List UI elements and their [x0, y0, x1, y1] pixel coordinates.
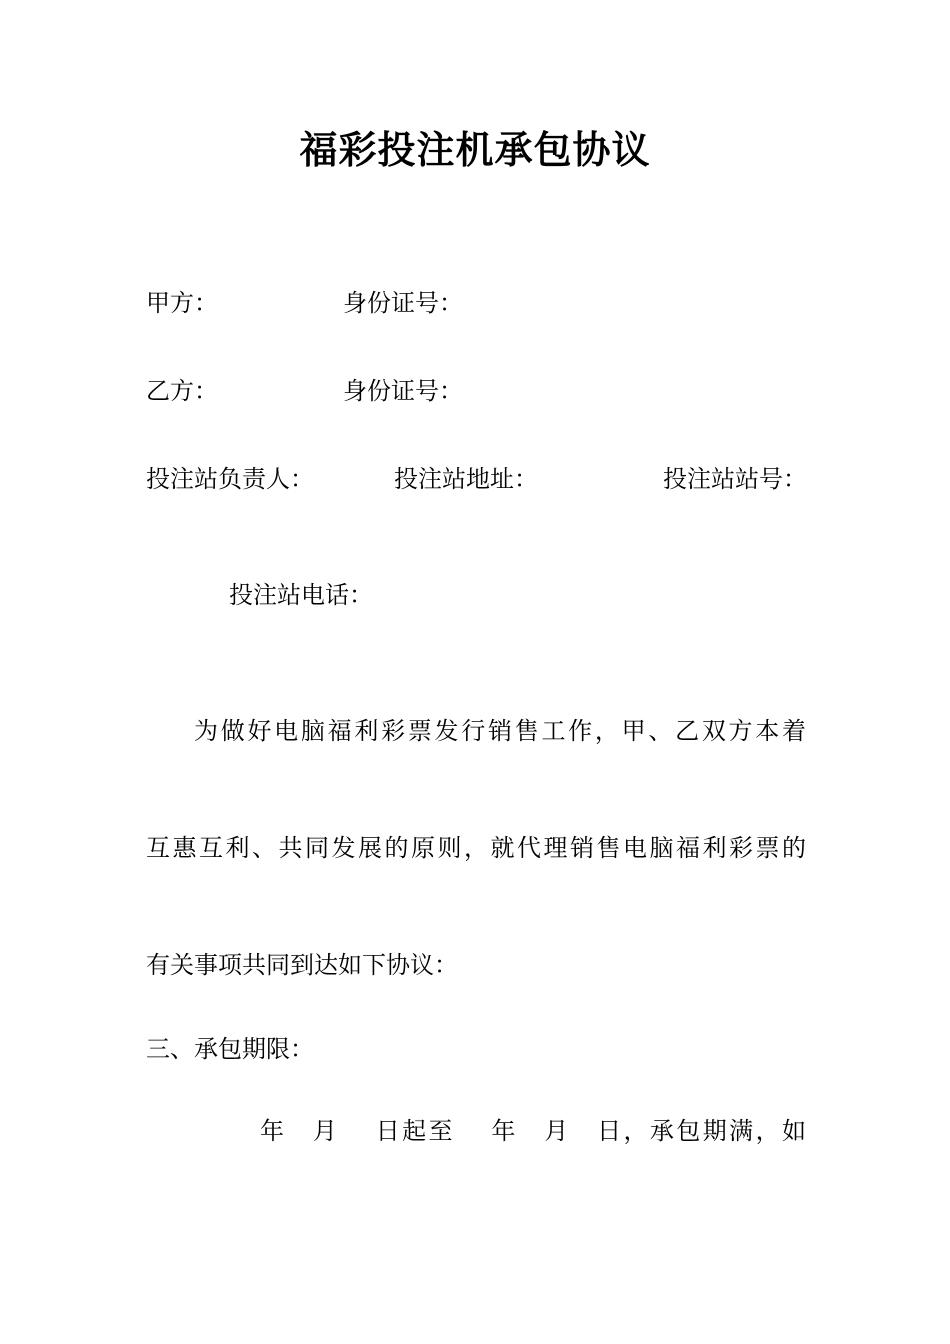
station-address-label: 投注站地址： [394, 465, 538, 493]
intro-line-3: 有关事项共同到达如下协议： [146, 951, 458, 979]
station-number-label: 投注站站号： [663, 465, 807, 493]
party-a-label: 甲方： [146, 289, 218, 317]
station-manager-label: 投注站负责人： [146, 465, 314, 493]
station-phone-label: 投注站电话： [229, 581, 373, 609]
party-b-label: 乙方： [146, 377, 218, 405]
intro-line-1: 为做好电脑福利彩票发行销售工作，甲、乙双方本着 [194, 717, 806, 745]
party-a-id-label: 身份证号： [343, 289, 463, 317]
document-title: 福彩投注机承包协议 [299, 127, 651, 172]
intro-line-2: 互惠互利、共同发展的原则，就代理销售电脑福利彩票的 [146, 834, 806, 862]
section-three-heading: 三、承包期限： [146, 1035, 314, 1063]
party-b-id-label: 身份证号： [343, 377, 463, 405]
section-three-term-line: 年 月 日起至 年 月 日，承包期满，如 [260, 1117, 806, 1145]
